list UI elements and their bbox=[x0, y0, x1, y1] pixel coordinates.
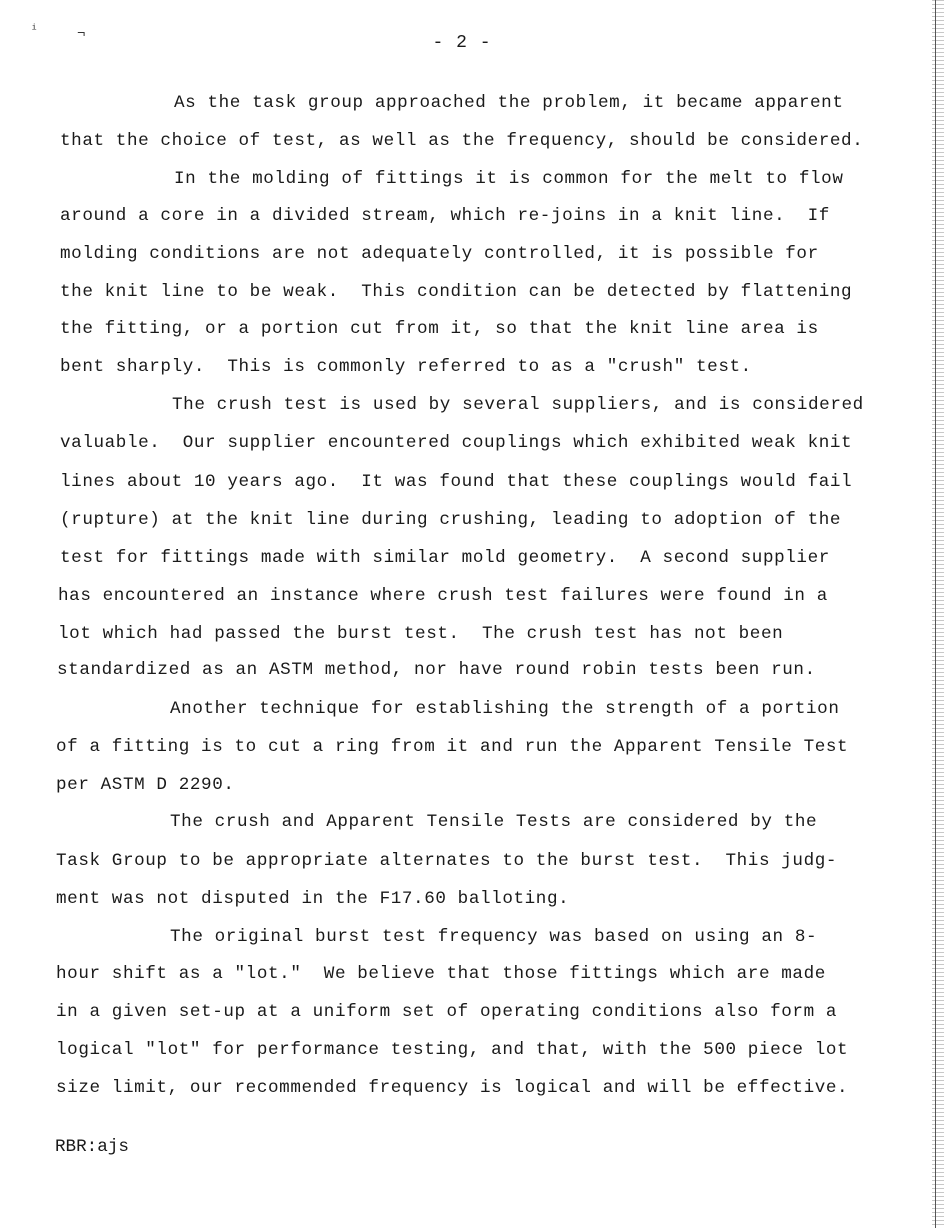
body-line: test for fittings made with similar mold geometry. A second supplier bbox=[60, 548, 830, 568]
stray-mark: ¬ bbox=[77, 26, 86, 42]
body-line: Another technique for establishing the strength of a portion bbox=[170, 699, 840, 719]
body-line: size limit, our recommended frequency is logical and will be effective. bbox=[56, 1078, 849, 1098]
body-line: The crush and Apparent Tensile Tests are considered by the bbox=[170, 812, 818, 832]
body-line: valuable. Our supplier encountered couplings which exhibited weak knit bbox=[60, 433, 853, 453]
body-line: ment was not disputed in the F17.60 balloting. bbox=[56, 889, 570, 909]
body-line: As the task group approached the problem, it became apparent bbox=[174, 93, 844, 113]
body-line: (rupture) at the knit line during crushing, leading to adoption of the bbox=[60, 510, 842, 530]
body-line: logical "lot" for performance testing, and that, with the 500 piece lot bbox=[56, 1040, 849, 1060]
body-line: Task Group to be appropriate alternates to the burst test. This judg- bbox=[56, 851, 838, 871]
body-line: has encountered an instance where crush test failures were found in a bbox=[58, 586, 828, 606]
body-line: The original burst test frequency was based on using an 8- bbox=[170, 927, 818, 947]
body-line: that the choice of test, as well as the frequency, should be considered. bbox=[60, 131, 864, 151]
stray-mark: ⁱ bbox=[30, 23, 39, 39]
body-line: molding conditions are not adequately controlled, it is possible for bbox=[60, 244, 819, 264]
page-edge-texture bbox=[932, 0, 944, 1228]
body-line: the knit line to be weak. This condition can be detected by flattening bbox=[60, 282, 853, 302]
body-line: standardized as an ASTM method, nor have round robin tests been run. bbox=[57, 660, 816, 680]
body-line: the fitting, or a portion cut from it, so that the knit line area is bbox=[60, 319, 819, 339]
body-line: bent sharply. This is commonly referred to as a "crush" test. bbox=[60, 357, 752, 377]
typist-initials: RBR:ajs bbox=[55, 1137, 129, 1157]
body-line: of a fitting is to cut a ring from it and run the Apparent Tensile Test bbox=[56, 737, 849, 757]
body-line: around a core in a divided stream, which re-joins in a knit line. If bbox=[60, 206, 830, 226]
body-line: hour shift as a "lot." We believe that those fittings which are made bbox=[56, 964, 826, 984]
page-edge-rule bbox=[935, 0, 936, 1228]
body-line: The crush test is used by several suppliers, and is considered bbox=[172, 395, 864, 415]
page-number: - 2 - bbox=[432, 33, 492, 53]
body-line: in a given set-up at a uniform set of operating conditions also form a bbox=[56, 1002, 838, 1022]
body-line: In the molding of fittings it is common for the melt to flow bbox=[174, 169, 844, 189]
body-line: per ASTM D 2290. bbox=[56, 775, 235, 795]
body-line: lines about 10 years ago. It was found that these couplings would fail bbox=[60, 472, 853, 492]
body-line: lot which had passed the burst test. The crush test has not been bbox=[58, 624, 784, 644]
